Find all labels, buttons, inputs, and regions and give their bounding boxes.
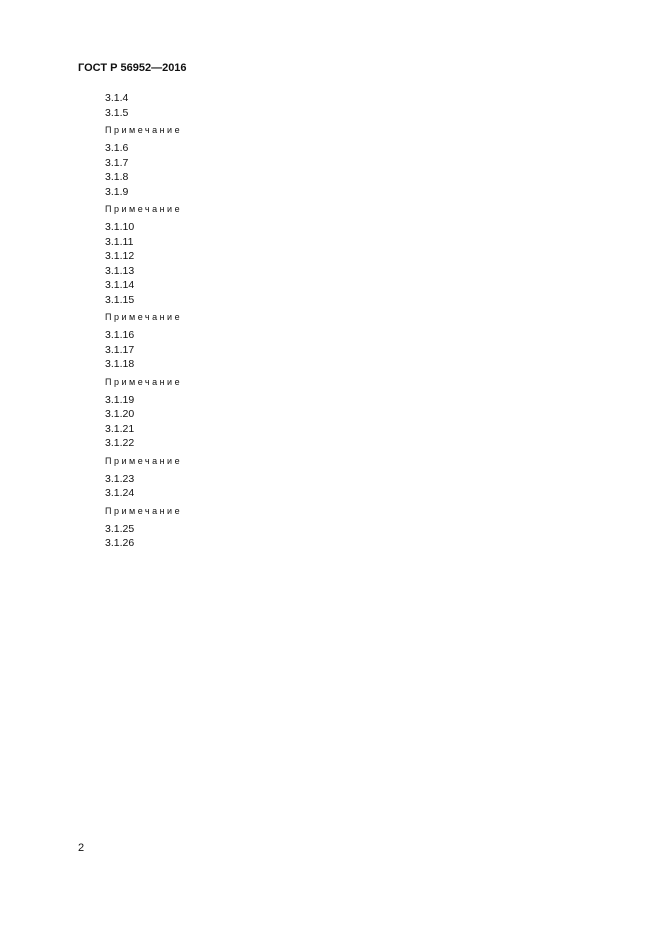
note-item xyxy=(78,455,616,467)
definition-number: 3.1.11 xyxy=(105,235,134,248)
definition-item xyxy=(78,221,616,235)
definition-number: 3.1.4 xyxy=(105,92,129,104)
note-label: Примечание xyxy=(105,455,183,466)
page-number: 2 xyxy=(78,842,85,854)
definition-number: 3.1.18 xyxy=(105,358,135,370)
definition-number: 3.1.24 xyxy=(105,487,135,499)
note-item xyxy=(78,376,616,388)
note-item xyxy=(78,124,616,136)
definition-number: 3.1.14 xyxy=(105,279,135,291)
definition-number: 3.1.5 xyxy=(105,106,129,119)
definition-number: 3.1.12 xyxy=(105,250,135,262)
definition-item xyxy=(78,358,616,372)
definition-number: 3.1.19 xyxy=(105,393,135,406)
definition-number: 3.1.7 xyxy=(105,156,129,169)
definitions-list xyxy=(78,92,616,552)
definition-item xyxy=(78,250,616,264)
definition-item xyxy=(78,394,616,408)
definition-number: 3.1.21 xyxy=(105,422,135,435)
definition-item xyxy=(78,473,616,487)
definition-number: 3.1.26 xyxy=(105,537,135,549)
definition-item xyxy=(78,329,616,343)
definition-item xyxy=(78,408,616,422)
document-header: ГОСТ Р 56952—2016 xyxy=(78,62,187,74)
definition-item xyxy=(78,186,616,200)
definition-item xyxy=(78,142,616,156)
definition-number: 3.1.6 xyxy=(105,142,129,154)
definition-item xyxy=(78,92,616,106)
definition-number: 3.1.10 xyxy=(105,221,135,233)
note-label: Примечание xyxy=(105,312,183,322)
definition-item xyxy=(78,279,616,293)
definition-number: 3.1.23 xyxy=(105,472,135,485)
note-label: Примечание xyxy=(105,505,183,516)
note-label: Примечание xyxy=(105,204,183,214)
definition-item xyxy=(78,265,616,279)
definition-item xyxy=(78,294,616,308)
note-label: Примечание xyxy=(105,376,183,387)
definition-item xyxy=(78,423,616,437)
definition-item xyxy=(78,437,616,451)
definition-item xyxy=(78,523,616,537)
definition-number: 3.1.22 xyxy=(105,437,135,449)
note-item xyxy=(78,311,616,323)
definition-item xyxy=(78,236,616,250)
definition-item xyxy=(78,157,616,171)
definition-item xyxy=(78,537,616,551)
definition-item xyxy=(78,487,616,501)
definition-number: 3.1.25 xyxy=(105,522,135,535)
definition-number: 3.1.9 xyxy=(105,185,129,198)
definition-number: 3.1.15 xyxy=(105,293,135,306)
definition-number: 3.1.17 xyxy=(105,343,135,356)
definition-item xyxy=(78,171,616,185)
definition-item xyxy=(78,344,616,358)
definition-number: 3.1.16 xyxy=(105,329,135,341)
note-label: Примечание xyxy=(105,125,183,135)
note-item xyxy=(78,203,616,215)
definition-item xyxy=(78,107,616,121)
definition-number: 3.1.20 xyxy=(105,408,135,420)
definition-number: 3.1.13 xyxy=(105,264,135,277)
definition-number: 3.1.8 xyxy=(105,171,129,183)
note-item xyxy=(78,505,616,517)
